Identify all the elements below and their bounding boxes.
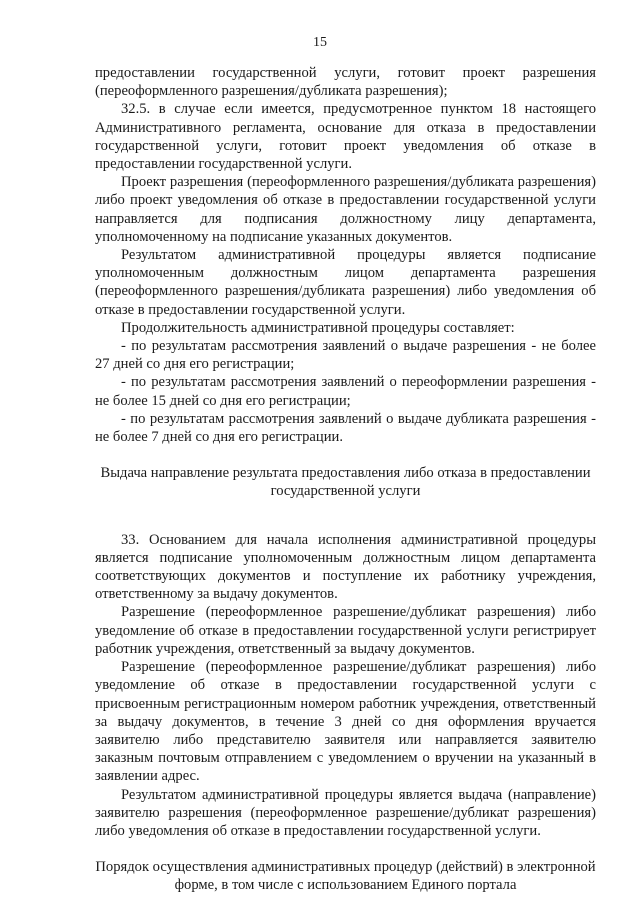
- paragraph: Результатом административной процедуры является выдача (направление) заявителю разрешения (переоформленное разрешение/дубликат разрешения) либо уведомления об отказе в предоставлении государственной услуги.: [95, 786, 596, 839]
- paragraph: предоставлении государственной услуги, готовит проект разрешения (переоформленного разрешения/дубликата разрешения);: [95, 65, 596, 100]
- list-item: - по результатам рассмотрения заявлений о переоформлении разрешения - не более 15 дней со дня его регистрации;: [95, 374, 596, 409]
- page-number: 15: [313, 35, 327, 50]
- section-heading: Порядок осуществления административных процедур (действий) в электронной форме, в том числе с использованием Единого портала: [95, 859, 596, 894]
- list-item: - по результатам рассмотрения заявлений о выдаче разрешения - не более 27 дней со дня его регистрации;: [95, 338, 596, 373]
- paragraph: Разрешение (переоформленное разрешение/дубликат разрешения) либо уведомление об отказе в предоставлении государственной услуги регистрирует работник учреждения, ответственный за выдачу документов.: [95, 604, 596, 657]
- document-body: [95, 64, 596, 895]
- paragraph: Продолжительность административной процедуры составляет:: [121, 319, 515, 336]
- paragraph: 32.5. в случае если имеется, предусмотренное пунктом 18 настоящего Административного регламента, основание для отказа в предоставлении государственной услуги, готовит проект уведомления об отказе в предоставлении государственной услуги.: [95, 101, 596, 173]
- list-item: - по результатам рассмотрения заявлений о выдаче дубликата разрешения - не более 7 дней со дня его регистрации.: [95, 410, 596, 446]
- paragraph: Проект разрешения (переоформленного разрешения/дубликата разрешения) либо проект уведомления об отказе в предоставлении государственной услуги направляется для подписания должностному лицу департамента, уполномоченному на подписание указанных документов.: [95, 174, 596, 245]
- section-heading: Выдача направление результата предоставления либо отказа в предоставлении государственной услуги: [100, 465, 591, 500]
- paragraph: Разрешение (переоформленное разрешение/дубликат разрешения) либо уведомление об отказе в предоставлении государственной услуги с присвоенным регистрационным номером работник учреждения, ответственный за выдачу документов, в течение 3 дней со дня оформления вручается заявителю либо представителю заявителя или направляется заявителю заказным почтовым отправлением с уведомлением о вручении на указанный в заявлении адрес.: [95, 659, 596, 785]
- paragraph: Результатом административной процедуры является подписание уполномоченным должностным лицом департамента разрешения (переоформленного разрешения/дубликата разрешения) либо уведомления об отказе в предоставлении государственной услуги.: [95, 247, 596, 318]
- paragraph: 33. Основанием для начала исполнения административной процедуры является подписание уполномоченным должностным лицом департамента соответствующих документов и поступление их работнику учреждения, ответственному за выдачу документов.: [95, 531, 596, 603]
